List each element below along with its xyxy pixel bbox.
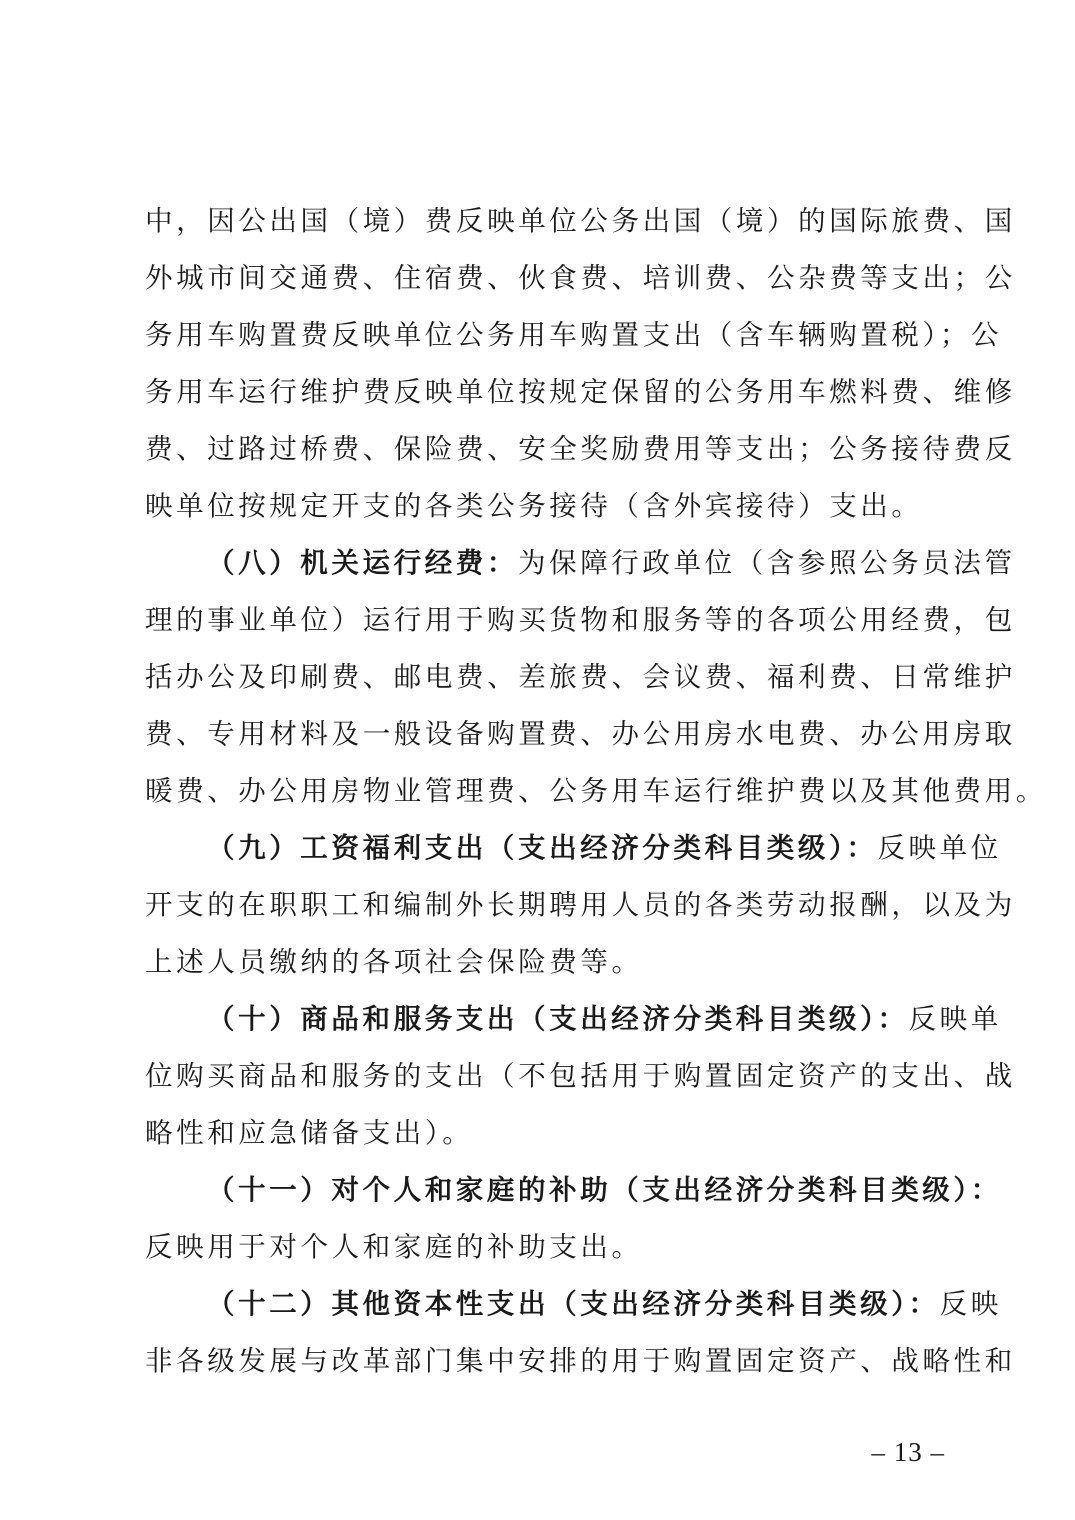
section-9-text: 反映单位	[877, 832, 1002, 864]
section-12-paragraph	[145, 1276, 1002, 1333]
page-number: – 13 –	[871, 1437, 945, 1467]
text-line: 理的事业单位）运行用于购买货物和服务等的各项公用经费，包	[145, 604, 1016, 636]
text-line: 略性和应急储备支出）。	[145, 1117, 474, 1149]
section-8-paragraph	[145, 535, 1016, 592]
text-line: 位购买商品和服务的支出（不包括用于购置固定资产的支出、战	[145, 1060, 1016, 1092]
text-line: 暖费、办公用房物业管理费、公务用车运行维护费以及其他费用。	[145, 775, 1047, 807]
section-11-paragraph	[145, 1162, 1002, 1219]
section-12-heading: （十二）其他资本性支出（支出经济分类科目类级）：	[207, 1288, 940, 1320]
section-11-heading: （十一）对个人和家庭的补助（支出经济分类科目类级）：	[207, 1174, 1002, 1206]
text-line: 务用车购置费反映单位公务用车购置支出（含车辆购置税）；公	[145, 319, 1003, 351]
text-line: 中，因公出国（境）费反映单位公务出国（境）的国际旅费、国	[145, 205, 1016, 237]
section-8-heading: （八）机关运行经费：	[207, 547, 518, 579]
section-9-paragraph	[145, 820, 1002, 877]
text-line: 开支的在职职工和编制外长期聘用人员的各类劳动报酬，以及为	[145, 889, 1016, 921]
text-line: 上述人员缴纳的各项社会保险费等。	[145, 946, 643, 978]
text-line: 映单位按规定开支的各类公务接待（含外宾接待）支出。	[145, 490, 923, 522]
section-9-heading: （九）工资福利支出（支出经济分类科目类级）：	[207, 832, 878, 864]
text-line: 费、过路过桥费、保险费、安全奖励费用等支出；公务接待费反	[145, 433, 1016, 465]
text-line: 反映用于对个人和家庭的补助支出。	[145, 1231, 643, 1263]
text-line: 非各级发展与改革部门集中安排的用于购置固定资产、战略性和	[145, 1345, 1016, 1377]
text-line: 外城市间交通费、住宿费、伙食费、培训费、公杂费等支出；公	[145, 262, 1016, 294]
section-10-text: 反映单	[908, 1003, 1002, 1035]
text-line: 务用车运行维护费反映单位按规定保留的公务用车燃料费、维修	[145, 376, 1016, 408]
section-10-heading: （十）商品和服务支出（支出经济分类科目类级）：	[207, 1003, 909, 1035]
text-line: 费、专用材料及一般设备购置费、办公用房水电费、办公用房取	[145, 718, 1016, 750]
text-line: 括办公及印刷费、邮电费、差旅费、会议费、福利费、日常维护	[145, 661, 1016, 693]
section-12-text: 反映	[939, 1288, 1002, 1320]
document-body	[145, 193, 1047, 1390]
section-8-text: 为保障行政单位（含参照公务员法管	[518, 547, 1016, 579]
section-10-paragraph	[145, 991, 1002, 1048]
